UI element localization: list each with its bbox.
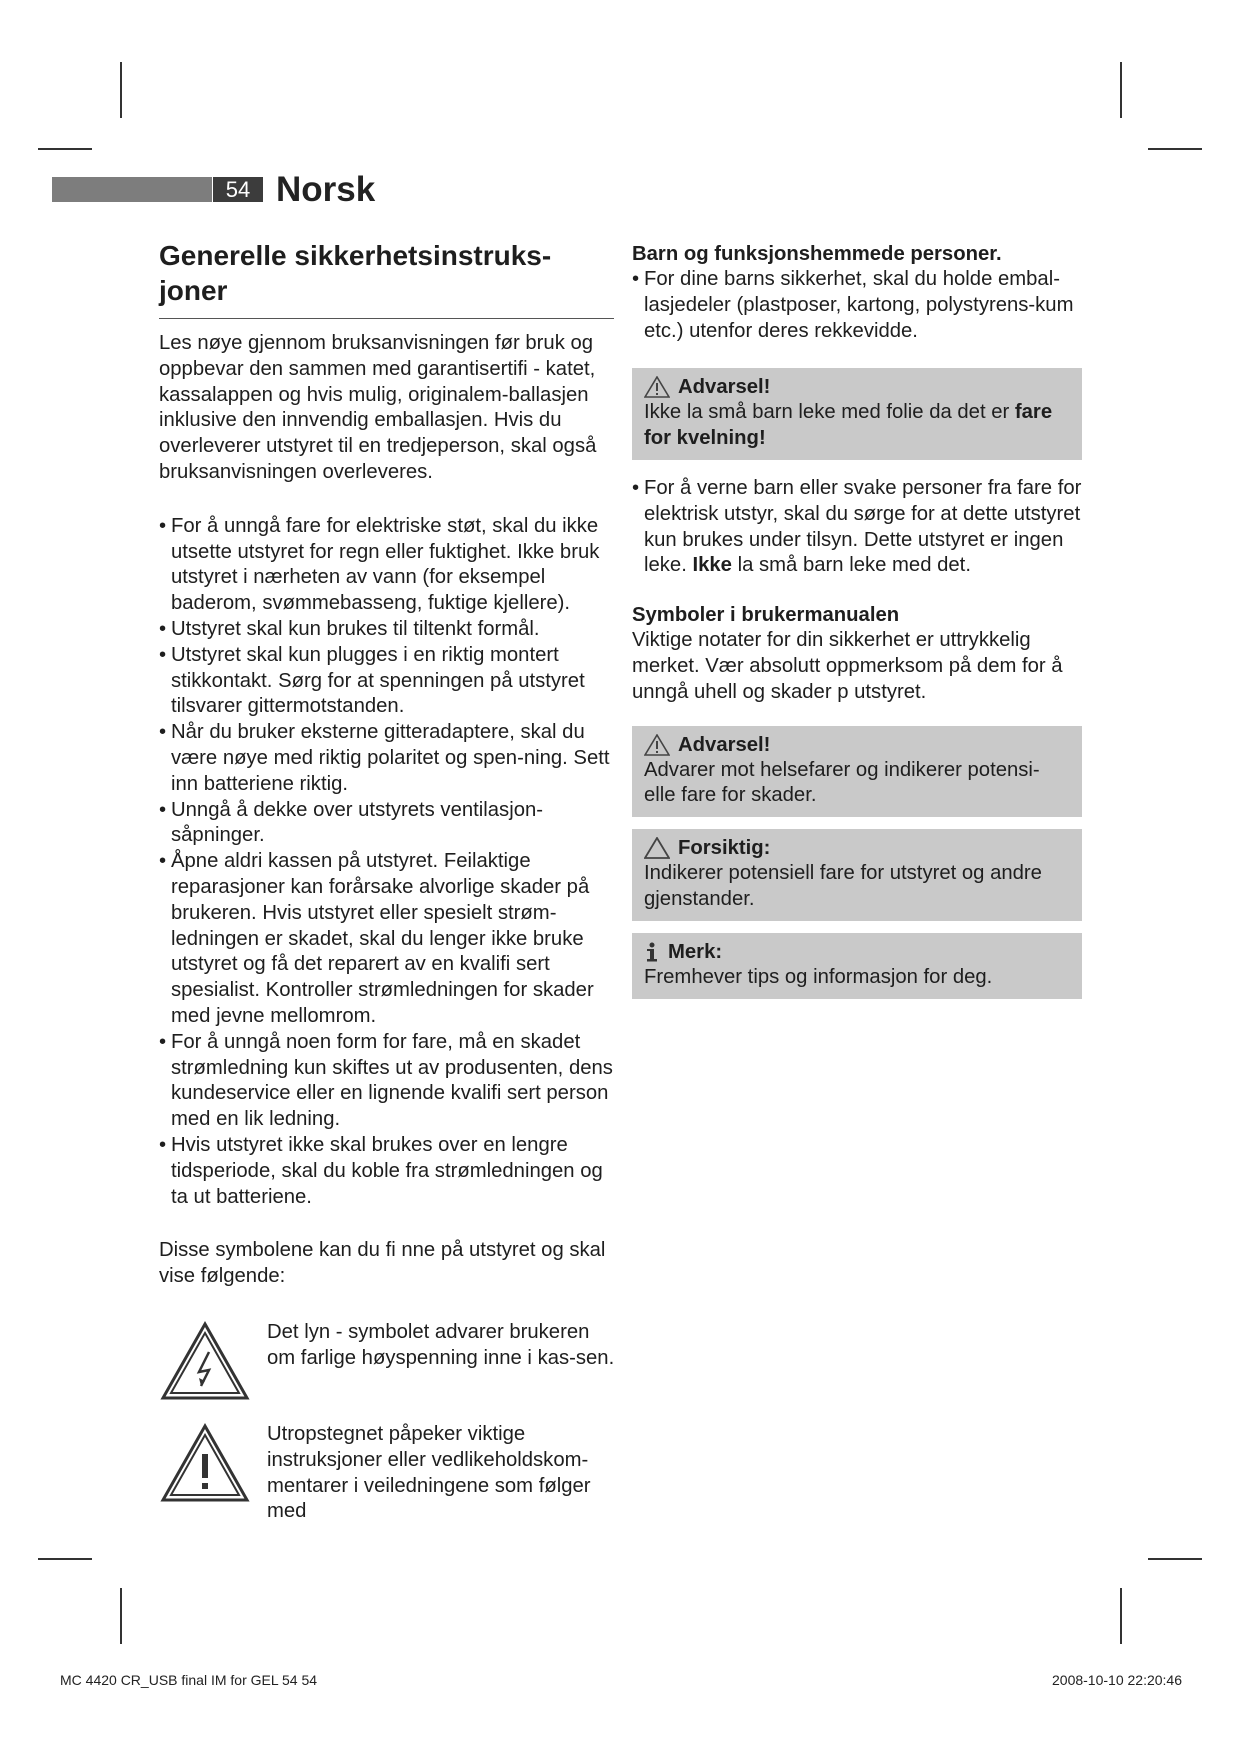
note-title-text: Merk: bbox=[668, 940, 723, 963]
crop-mark bbox=[1148, 1558, 1202, 1560]
page-header bbox=[52, 170, 452, 209]
warning-triangle-icon bbox=[644, 376, 670, 398]
caution-triangle-icon bbox=[644, 837, 670, 859]
list-item: • Utstyret skal kun plugges i en riktig montert stikkontakt. Sørg for at spenningen på utstyret tilsvarer gittermotstanden. bbox=[159, 643, 614, 720]
warning-box bbox=[632, 368, 1082, 460]
symbols-text: Viktige notater for din sikkerhet er uttrykkelig merket. Vær absolutt oppmerksom på dem for å unngå uhell og skader p utstyret. bbox=[632, 629, 1063, 703]
safety-list bbox=[159, 514, 614, 1211]
right-column bbox=[632, 242, 1087, 999]
caution-title-text: Forsiktig: bbox=[678, 837, 771, 860]
protect-text-end: la små barn leke med det. bbox=[731, 554, 971, 577]
crop-mark bbox=[38, 1558, 92, 1560]
protect-list bbox=[632, 476, 1087, 579]
warning-body: Advarer mot helsefarer og indikerer potensi-elle fare for skader. bbox=[644, 758, 1040, 807]
exclamation-description: Utropstegnet påpeker viktige instruksjoner eller vedlikeholdskom-mentarer i veiledningene som følger med bbox=[267, 1423, 591, 1523]
warning-body-text: Ikke la små barn leke med folie da det er bbox=[644, 401, 1015, 424]
footer-timestamp: 2008-10-10 22:20:46 bbox=[1052, 1672, 1182, 1688]
protect-bold: Ikke bbox=[692, 554, 732, 577]
symbols-heading: Symboler i brukermanualen bbox=[632, 604, 900, 627]
list-item: • Når du bruker eksterne gitteradaptere, skal du være nøye med riktig polaritet og spen-ning. Sett inn batteriene riktig. bbox=[159, 720, 614, 797]
warning-body bbox=[644, 400, 1070, 452]
crop-mark bbox=[1120, 1588, 1122, 1644]
note-box bbox=[632, 933, 1082, 999]
crop-mark bbox=[38, 148, 92, 150]
list-item: • For å unngå noen form for fare, må en skadet strømledning kun skiftes ut av produsenten, dens kundeservice eller en lignende kvalifi sert person med en lik ledning. bbox=[159, 1030, 614, 1133]
note-body: Fremhever tips og informasjon for deg. bbox=[644, 965, 993, 988]
crop-mark bbox=[1120, 62, 1122, 118]
children-heading: Barn og funksjonshemmede personer. bbox=[632, 243, 1002, 265]
warning-title bbox=[644, 732, 1070, 758]
caution-title bbox=[644, 835, 1070, 861]
caution-body: Indikerer potensiell fare for utstyret og andre gjenstander. bbox=[644, 862, 1042, 910]
symbols-intro: Disse symbolene kan du fi nne på utstyret og skal vise følgende: bbox=[159, 1239, 606, 1288]
crop-mark bbox=[120, 62, 122, 118]
lightning-description: Det lyn - symbolet advarer brukeren om farlige høyspenning inne i kas-sen. bbox=[267, 1321, 615, 1369]
crop-mark bbox=[1148, 148, 1202, 150]
intro-paragraph: Les nøye gjennom bruksanvisningen før bruk og oppbevar den sammen med garantisertifi - katet, kassalappen og hvis mulig, originalem-ballasjen inklusive den innvendig emballasjen. Hvis du overleverer utstyret til en tredjeperson, skal også bruksanvisningen overleveres. bbox=[159, 332, 597, 483]
warning-body-bold: fare for kvelning! bbox=[644, 401, 1053, 450]
list-item bbox=[632, 476, 1087, 579]
warning-title-text: Advarsel! bbox=[678, 376, 771, 399]
list-item: • For dine barns sikkerhet, skal du holde embal-lasjedeler (plastposer, kartong, polystyrens-kum etc.) utenfor deres rekkevidde. bbox=[632, 267, 1087, 344]
page-number: 54 bbox=[213, 177, 263, 202]
exclamation-warning-icon bbox=[159, 1422, 251, 1504]
left-column bbox=[159, 238, 614, 1310]
note-title bbox=[644, 939, 1070, 965]
footer-file-info: MC 4420 CR_USB final IM for GEL 54 54 bbox=[60, 1672, 318, 1688]
list-item: • Hvis utstyret ikke skal brukes over en lengre tidsperiode, skal du koble fra strømledningen og ta ut batteriene. bbox=[159, 1133, 614, 1210]
language-title: Norsk bbox=[276, 170, 376, 209]
warning-triangle-icon bbox=[644, 734, 670, 756]
list-item: • Utstyret skal kun brukes til tiltenkt formål. bbox=[159, 617, 614, 643]
info-icon bbox=[644, 941, 660, 963]
header-bar bbox=[52, 177, 212, 202]
caution-box bbox=[632, 829, 1082, 921]
warning-box-2 bbox=[632, 726, 1082, 818]
list-item: • For å unngå fare for elektriske støt, skal du ikke utsette utstyret for regn eller fuktighet. Ikke bruk utstyret i nærheten av vann (for eksempel baderom, svømmebasseng, fuktige kjellere). bbox=[159, 514, 614, 617]
list-item: • Unngå å dekke over utstyrets ventilasjon-såpninger. bbox=[159, 798, 614, 850]
section-heading: Generelle sikkerhetsinstruks-joner bbox=[159, 238, 614, 319]
list-item: • Åpne aldri kassen på utstyret. Feilaktige reparasjoner kan forårsake alvorlige skader på brukeren. Hvis utstyret eller spesielt strøm-ledningen er skadet, skal du lenger ikke bruke utstyret og få det reparert av en kvalifi sert spesialist. Kontroller strømledningen for skader med jevne mellomrom. bbox=[159, 849, 614, 1030]
protect-text: For å verne barn eller svake personer fra fare for elektrisk utstyr, skal du sørge for at dette utstyret kun brukes under tilsyn. Dette utstyret er ingen leke. bbox=[644, 476, 1082, 577]
warning-title-text: Advarsel! bbox=[678, 733, 771, 756]
children-list bbox=[632, 267, 1087, 344]
lightning-warning-icon bbox=[159, 1320, 251, 1402]
crop-mark bbox=[120, 1588, 122, 1644]
warning-title bbox=[644, 374, 1070, 400]
